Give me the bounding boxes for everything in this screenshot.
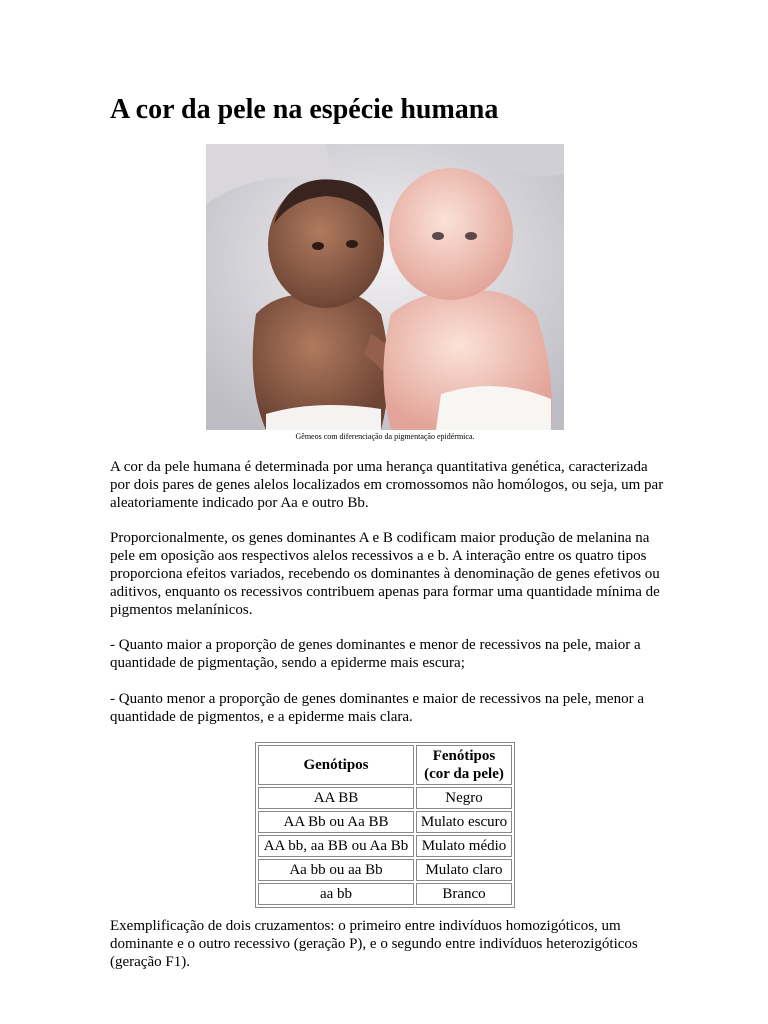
phenotype-cell: Negro [416, 787, 512, 809]
phenotype-cell: Mulato escuro [416, 811, 512, 833]
paragraph-5: Exemplificação de dois cruzamentos: o primeiro entre indivíduos homozigóticos, um dominante e o outro recessivo (geração P), e o segundo entre indivíduos heterozigóticos (geração F1). [110, 918, 638, 970]
figure [206, 144, 564, 442]
genotype-table [255, 742, 515, 908]
figure-caption: Gêmeos com diferenciação da pigmentação epidérmica. [295, 432, 475, 441]
header-fenotipos [416, 745, 512, 785]
genotype-cell: AA BB [258, 787, 414, 809]
header-genotipos: Genótipos [258, 745, 414, 785]
header-fenotipos-line1: Fenótipos [432, 748, 496, 764]
header-fenotipos-line2: (cor da pele) [424, 766, 504, 782]
twins-photo [206, 144, 564, 430]
genotype-cell: AA Bb ou Aa BB [258, 811, 414, 833]
genotype-cell: aa bb [258, 883, 414, 905]
table-row [258, 835, 512, 857]
phenotype-cell: Mulato claro [416, 859, 512, 881]
paragraph-3: - Quanto maior a proporção de genes dominantes e menor de recessivos na pele, maior a quantidade de pigmentação, sendo a epiderme mais escura; [110, 637, 641, 671]
paragraph-4: - Quanto menor a proporção de genes dominantes e maior de recessivos na pele, menor a quantidade de pigmentos, e a epiderme mais clara. [110, 691, 644, 725]
table-row [258, 883, 512, 905]
paragraph-2: Proporcionalmente, os genes dominantes A e B codificam maior produção de melanina na pele em oposição aos respectivos alelos recessivos a e b. A interação entre os quatro tipos proporciona efeitos variados, recebendo os dominantes à denominação de genes efetivos ou aditivos, enquanto os recessivos contribuem apenas para formar uma quantidade mínima de pigmentos melanínicos. [110, 530, 660, 618]
table-header-row [258, 745, 512, 785]
page-title: A cor da pele na espécie humana [110, 94, 499, 125]
phenotype-cell: Branco [416, 883, 512, 905]
phenotype-cell: Mulato médio [416, 835, 512, 857]
genotype-cell: Aa bb ou aa Bb [258, 859, 414, 881]
table-row [258, 859, 512, 881]
table-row [258, 811, 512, 833]
genotype-cell: AA bb, aa BB ou Aa Bb [258, 835, 414, 857]
paragraph-1: A cor da pele humana é determinada por uma herança quantitativa genética, caracterizada por dois pares de genes alelos localizados em cromossomos não homólogos, ou seja, um par aleatoriamente indicado por Aa e outro Bb. [110, 459, 664, 511]
table-row [258, 787, 512, 809]
